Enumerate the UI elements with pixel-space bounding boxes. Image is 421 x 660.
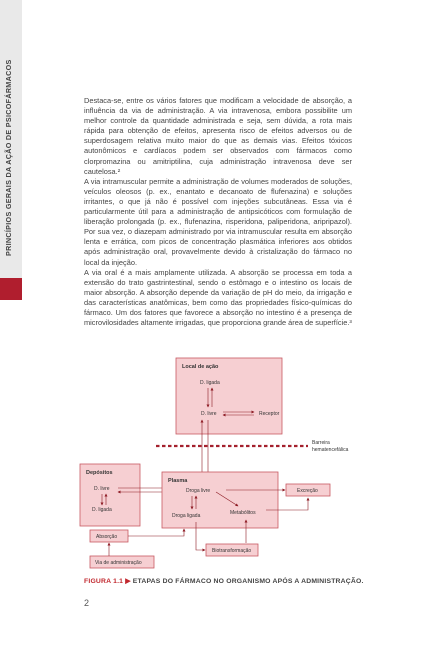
paragraph-1: Destaca-se, entre os vários fatores que modificam a velocidade de absorção, a influência da via de administração. A via intravenosa, embora possibilite um melhor controle da quantidade administrada e seja, sem dúvida, a rota mais rápida para obtenção de efeitos, apresenta risco de efeitos adversos ou de superdosagem relativa muito maior do que as demais vias. Efeitos tóxicos autonômicos e cardíacos podem ser observados com fármacos como clorpromazina ou amitriptilina, cuja administração intravenosa deve ser cautelosa.² bbox=[84, 96, 352, 176]
chapter-title bbox=[4, 242, 13, 256]
local-acao-label: Local de ação bbox=[182, 364, 219, 370]
absorcao-label: Absorção bbox=[96, 534, 118, 540]
dep-d-ligada: D. ligada bbox=[92, 507, 112, 513]
chapter-side-tab bbox=[0, 0, 22, 660]
droga-livre-label: Droga livre bbox=[186, 488, 211, 494]
droga-ligada-label: Droga ligada bbox=[172, 513, 201, 519]
biotransformacao-label: Biotransformação bbox=[212, 548, 252, 554]
figure-number: FIGURA 1.1 bbox=[84, 578, 124, 585]
top-d-livre: D. livre bbox=[201, 411, 217, 417]
receptor-label: Receptor bbox=[259, 411, 280, 417]
figure-caption-text: ETAPAS DO FÁRMACO NO ORGANISMO APÓS A ADMINISTRAÇÃO. bbox=[132, 578, 364, 585]
figure-arrow-icon: ▶ bbox=[125, 578, 131, 585]
via-administracao-label: Via de administração bbox=[95, 560, 142, 566]
top-d-ligada: D. ligada bbox=[200, 380, 220, 386]
side-tab-marker bbox=[0, 278, 22, 300]
pharmacokinetics-diagram bbox=[76, 352, 366, 572]
body-text bbox=[84, 96, 352, 328]
depositos-label: Depósitos bbox=[86, 470, 113, 476]
barreira-label-2: hematencefálica bbox=[312, 447, 349, 453]
page-number: 2 bbox=[84, 598, 90, 608]
paragraph-3: A via oral é a mais amplamente utilizada. A absorção se processa em toda a extensão do trato gastrintestinal, sendo o estômago e o intestino os locais de maior absorção. A absorção depende da variação de pH do meio, da irrigação e das características anatômicas, bem como das propriedades físico-químicas do fármaco. Um dos fatores que favorece a absorção no intestino é a presença de microvilosidades altamente irrigadas, que proporciona grande área de superfície.³ bbox=[84, 267, 352, 328]
figure-caption bbox=[84, 577, 364, 585]
paragraph-2: A via intramuscular permite a administração de volumes moderados de soluções, veículos oleosos (p. ex., enantato e decanoato de flufenazina) e soluções irritantes, o que já não é possível com injeções subcutâneas. Essa via é particularmente útil para a administração de antipsicóticos com formulação de liberação prolongada (p. ex., flufenazina, risperidona, paliperidona, aripripazol). Por sua vez, o diazepam administrado por via intramuscular resulta em absorção lenta e errática, com picos de concentração plasmática inferiores aos obtidos após administração oral, provavelmente devido à cristalização do fármaco no local da injeção. bbox=[84, 176, 352, 267]
barreira-label-1: Barreira bbox=[312, 440, 330, 446]
dep-d-livre: D. livre bbox=[94, 486, 110, 492]
excrecao-label: Excreção bbox=[297, 488, 318, 494]
plasma-label: Plasma bbox=[168, 478, 188, 484]
metabolitos-label: Metabólitos bbox=[230, 510, 256, 516]
